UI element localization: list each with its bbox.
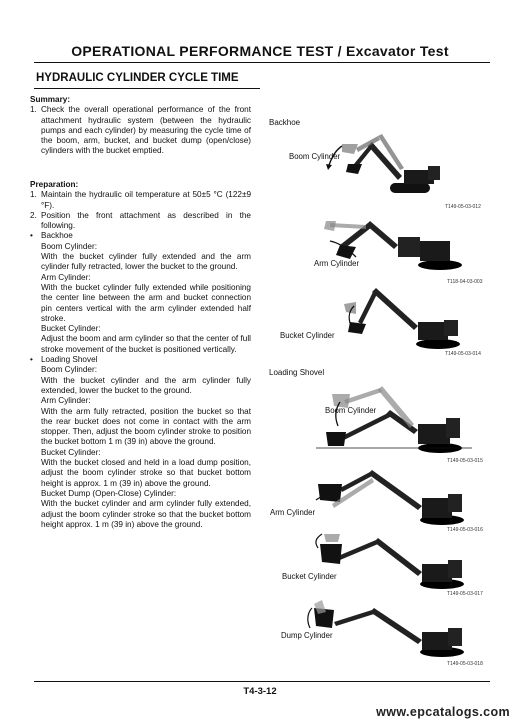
prep-step-2 bbox=[30, 211, 251, 232]
figure-code-4: T149-05-03-015 bbox=[447, 458, 483, 464]
figure-label-3: Bucket Cylinder bbox=[280, 331, 335, 340]
figure-code-2: T118-04-03-003 bbox=[447, 279, 483, 285]
figure-label-1: Boom Cylinder bbox=[289, 152, 341, 161]
shovel-bucket-label: Bucket Cylinder: bbox=[41, 447, 101, 457]
shovel-arm-label: Arm Cylinder: bbox=[41, 396, 91, 406]
shovel-dump-figure bbox=[300, 598, 480, 660]
figures-backhoe-heading: Backhoe bbox=[269, 118, 301, 127]
figures-shovel-heading: Loading Shovel bbox=[269, 368, 325, 377]
shovel-dump-text: With the bucket cylinder and arm cylinder fully extended, adjust the boom cylinder stroke so that the bucket bottom height approx. 1 m (39 in) above the ground. bbox=[41, 499, 251, 529]
shovel-bucket-text: With the bucket closed and held in a load dump position, adjust the boom cylinder stroke so that bucket bottom height is approx. 1 m (39 in) above the ground. bbox=[41, 458, 251, 488]
preparation-heading: Preparation: bbox=[30, 180, 79, 189]
bullet-icon: • bbox=[30, 355, 33, 365]
prep-step-2-number: 2. bbox=[30, 210, 37, 220]
shovel-arm-text: With the arm fully retracted, position the bucket so that the rear bucket does not come in contact with the arm stopper. Then, adjust the boom cylinder stroke to position the bucket bottom 1 m (39 in) above the ground. bbox=[41, 406, 251, 447]
section-rule bbox=[34, 88, 260, 89]
prep-step-1-number: 1. bbox=[30, 190, 37, 200]
backhoe-bucket-figure bbox=[318, 282, 478, 352]
shovel-bullet-row bbox=[30, 355, 251, 365]
summary-heading: Summary: bbox=[30, 95, 71, 104]
figure-code-3: T149-05-03-014 bbox=[445, 351, 481, 357]
header-rule bbox=[34, 62, 490, 63]
backhoe-boom-figure bbox=[282, 128, 478, 204]
figure-label-5: Arm Cylinder bbox=[270, 508, 316, 517]
prep-step-1 bbox=[30, 190, 251, 211]
prep-step-2-text: Position the front attachment as described in the following. bbox=[41, 210, 251, 231]
shovel-boom-label: Boom Cylinder: bbox=[41, 365, 97, 375]
figure-code-7: T149-05-03-018 bbox=[447, 661, 483, 667]
footer-rule bbox=[34, 681, 490, 682]
backhoe-arm-label: Arm Cylinder: bbox=[41, 272, 91, 282]
bullet-icon: • bbox=[30, 231, 33, 241]
figure-code-5: T149-05-03-016 bbox=[447, 527, 483, 533]
summary-text: Check the overall operational performance of the front attachment hydraulic system (between the hydraulic pumps and each cylinder) by measuring the cycle time of the boom, arm, bucket, and bucket dump (open/close) cylinders with the bucket emptied. bbox=[41, 105, 251, 156]
backhoe-boom-label: Boom Cylinder: bbox=[41, 241, 97, 251]
shovel-bucket-figure bbox=[300, 530, 480, 592]
figure-label-4: Boom Cylinder bbox=[325, 406, 377, 415]
watermark-link[interactable]: www.epcatalogs.com bbox=[376, 705, 510, 719]
figure-code-1: T149-05-03-012 bbox=[445, 204, 481, 210]
preparation-block bbox=[30, 180, 251, 530]
shovel-dump-label: Bucket Dump (Open-Close) Cylinder: bbox=[41, 488, 177, 498]
shovel-boom-figure bbox=[312, 378, 480, 456]
figure-code-6: T149-05-03-017 bbox=[447, 591, 483, 597]
backhoe-bucket-label: Bucket Cylinder: bbox=[41, 324, 101, 334]
page-header-title: OPERATIONAL PERFORMANCE TEST / Excavator Test bbox=[71, 43, 449, 59]
summary-number: 1. bbox=[30, 105, 37, 115]
prep-step-1-text: Maintain the hydraulic oil temperature at 50±5 °C (122±9 °F). bbox=[41, 190, 251, 210]
backhoe-boom-text: With the bucket cylinder fully extended and the arm cylinder fully retracted, lower the bucket to the ground. bbox=[41, 252, 251, 272]
summary-item bbox=[30, 105, 251, 156]
figure-label-7: Dump Cylinder bbox=[281, 631, 333, 640]
summary-block bbox=[30, 95, 251, 157]
backhoe-title: Backhoe bbox=[41, 231, 73, 241]
figure-label-6: Bucket Cylinder bbox=[282, 572, 337, 581]
backhoe-bullet-row bbox=[30, 231, 251, 241]
section-title: HYDRAULIC CYLINDER CYCLE TIME bbox=[36, 72, 239, 84]
backhoe-arm-text: With the bucket cylinder fully extended while positioning the center line between the arm and bucket connection pin centers vertical with the arm cylinder extended half stroke. bbox=[41, 282, 251, 323]
figure-label-2: Arm Cylinder bbox=[314, 259, 360, 268]
shovel-arm-figure bbox=[312, 466, 480, 528]
shovel-boom-text: With the bucket cylinder and the arm cylinder fully extended, lower the bucket to the ground. bbox=[41, 375, 251, 395]
page-number: T4-3-12 bbox=[243, 686, 277, 697]
shovel-title: Loading Shovel bbox=[41, 355, 98, 365]
backhoe-bucket-text: Adjust the boom and arm cylinder so that the center of full stroke movement of the bucket is positioned vertically. bbox=[41, 334, 251, 354]
